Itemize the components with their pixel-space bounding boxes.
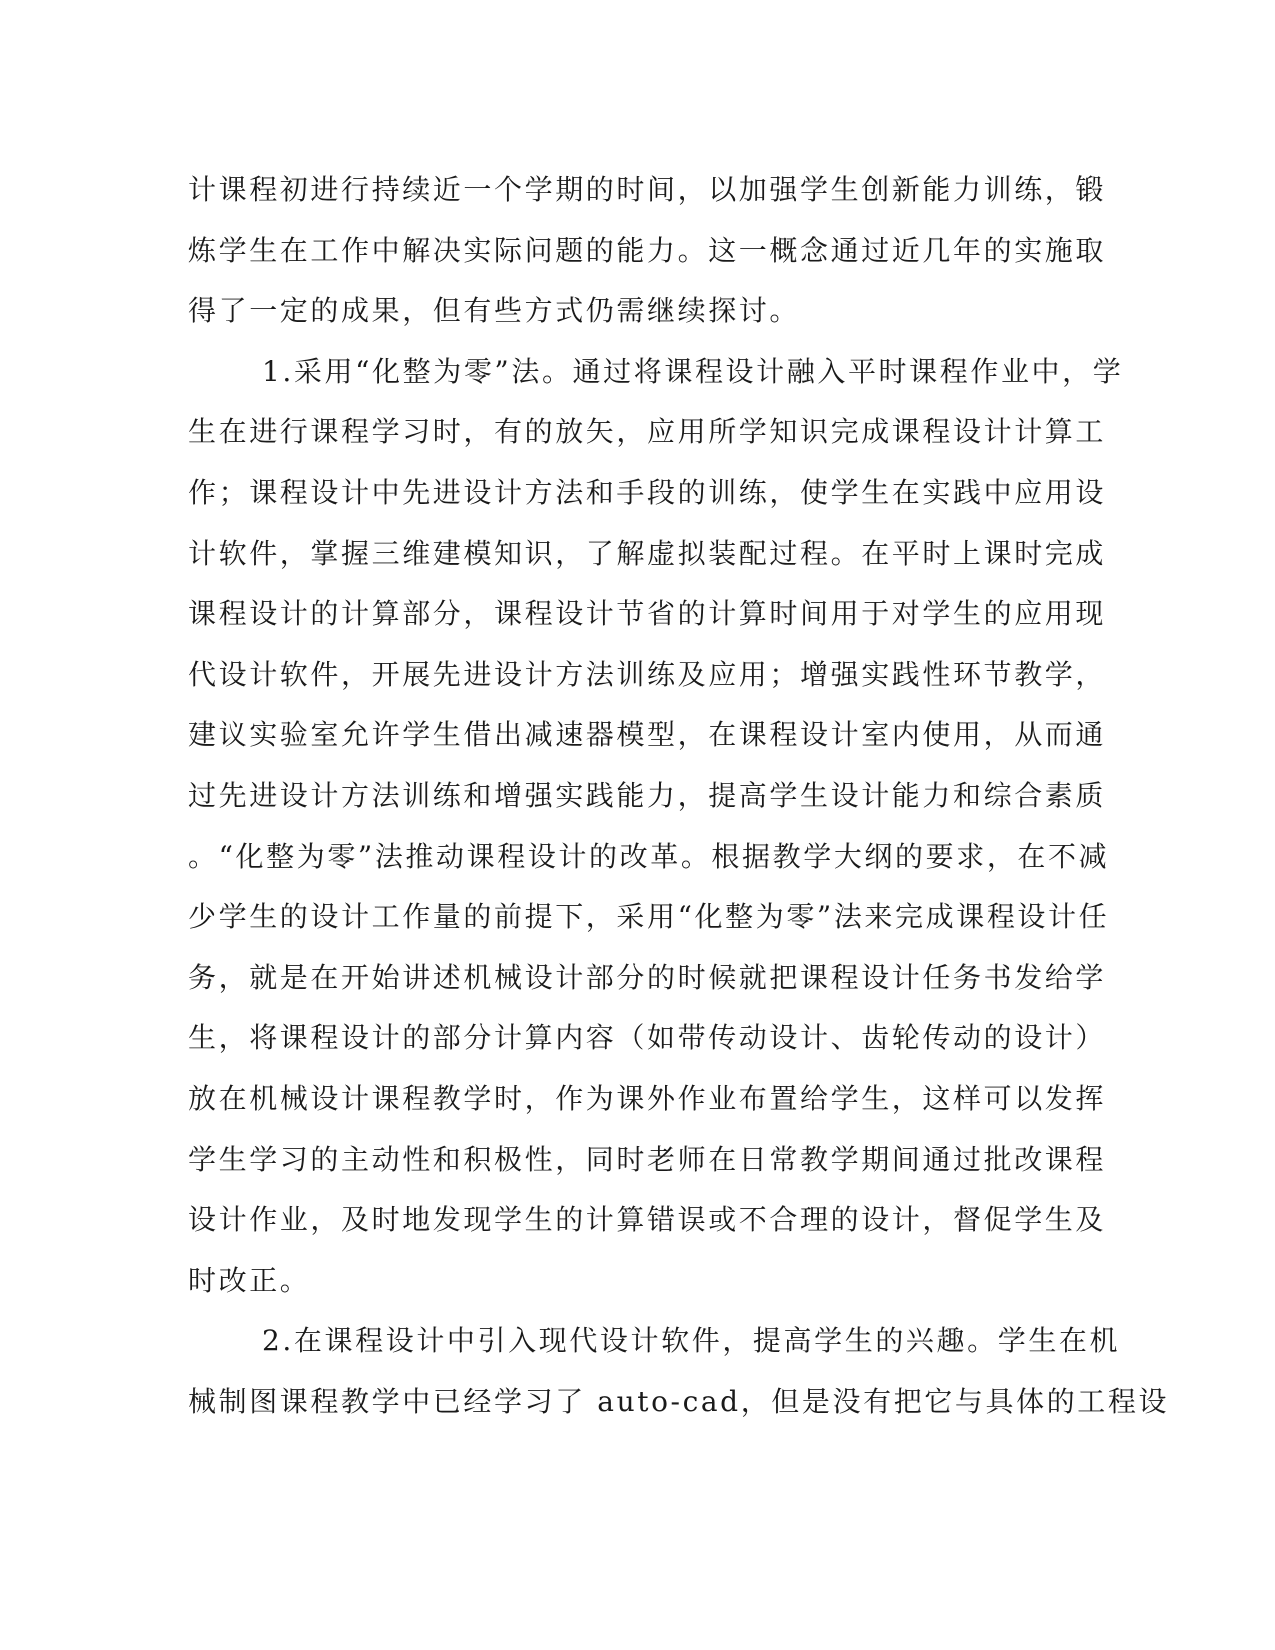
text-line: 作；课程设计中先进设计方法和手段的训练，使学生在实践中应用设 — [188, 475, 1107, 509]
text-line: 2.在课程设计中引入现代设计软件，提高学生的兴趣。学生在机 — [262, 1324, 1121, 1358]
text-line: 1.采用“化整为零”法。通过将课程设计融入平时课程作业中，学 — [262, 354, 1124, 388]
body-text — [188, 160, 1170, 1432]
text-line: 课程设计的计算部分，课程设计节省的计算时间用于对学生的应用现 — [188, 597, 1107, 631]
text-line: 械制图课程教学中已经学习了 auto-cad，但是没有把它与具体的工程设 — [188, 1384, 1170, 1418]
text-line: 代设计软件，开展先进设计方法训练及应用；增强实践性环节教学， — [188, 657, 1107, 691]
text-line: 得了一定的成果，但有些方式仍需继续探讨。 — [188, 294, 801, 328]
text-line: 少学生的设计工作量的前提下，采用“化整为零”法来完成课程设计任 — [188, 900, 1110, 934]
text-line: 设计作业，及时地发现学生的计算错误或不合理的设计，督促学生及 — [188, 1203, 1107, 1237]
text-line: 计课程初进行持续近一个学期的时间，以加强学生创新能力训练，锻 — [188, 173, 1107, 206]
text-line: 炼学生在工作中解决实际问题的能力。这一概念通过近几年的实施取 — [188, 233, 1107, 267]
paragraph-point-1 — [188, 342, 1124, 1312]
text-line: 生，将课程设计的部分计算内容（如带传动设计、齿轮传动的设计） — [188, 1021, 1107, 1055]
paragraph-intro — [188, 160, 1107, 342]
text-line: 学生学习的主动性和积极性，同时老师在日常教学期间通过批改课程 — [188, 1142, 1107, 1176]
text-line: 务，就是在开始讲述机械设计部分的时候就把课程设计任务书发给学 — [188, 960, 1107, 994]
text-line: 计软件，掌握三维建模知识，了解虚拟装配过程。在平时上课时完成 — [188, 536, 1107, 570]
text-line: 建议实验室允许学生借出减速器模型，在课程设计室内使用，从而通 — [188, 718, 1107, 752]
text-line: 生在进行课程学习时，有的放矢，应用所学知识完成课程设计计算工 — [188, 415, 1107, 449]
text-line: 过先进设计方法训练和增强实践能力，提高学生设计能力和综合素质 — [188, 778, 1107, 812]
text-line: 时改正。 — [188, 1263, 311, 1297]
paragraph-point-2 — [188, 1311, 1170, 1432]
text-line: 。“化整为零”法推动课程设计的改革。根据教学大纲的要求，在不减 — [188, 839, 1110, 873]
text-line: 放在机械设计课程教学时，作为课外作业布置给学生，这样可以发挥 — [188, 1081, 1107, 1115]
